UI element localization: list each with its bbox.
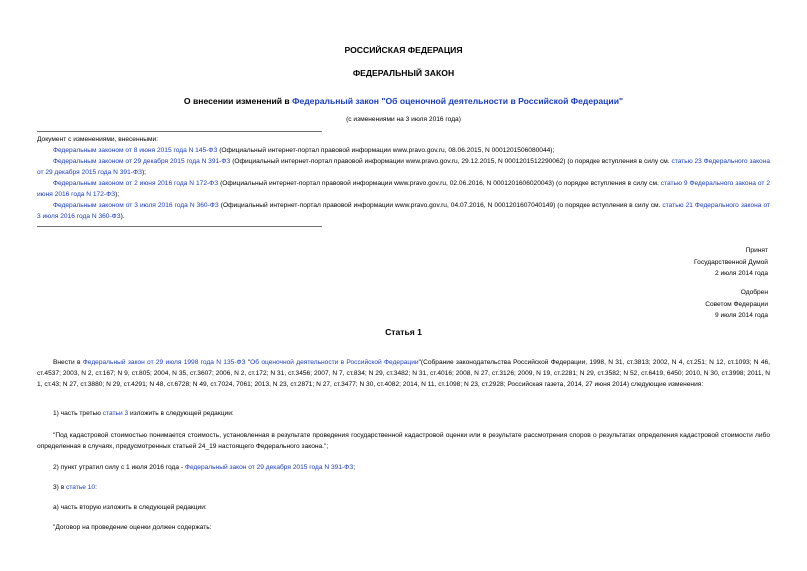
change-link[interactable]: Федеральным законом от 29 декабря 2015 года N 391-ФЗ — [53, 158, 231, 165]
law-title-prefix: О внесении изменений в — [183, 96, 293, 106]
council-approval — [705, 287, 768, 322]
p4-law-link[interactable]: Федеральный закон от 29 декабря 2015 года N 391-ФЗ — [184, 464, 354, 471]
change-tail: ); — [141, 169, 146, 176]
approved-date: 9 июля 2014 года — [714, 312, 768, 319]
change-article-link[interactable]: статью 21 Федерального закона от 3 июля 2016 года N 360-ФЗ — [37, 202, 770, 220]
change-article-link[interactable]: статью 9 Федерального закона от 2 июня 2016 года N 172-ФЗ — [37, 180, 770, 198]
p1-mid: " — [245, 359, 251, 366]
change-text: (Официальный интернет-портал правовой информации www.pravo.gov.ru, 08.06.2015, N 0001201506080044); — [217, 147, 555, 154]
p6-text: а) часть вторую изложить в следующей редакции: — [53, 504, 207, 511]
p1-title-link[interactable]: Об оценочной деятельности в Российской Федерации — [250, 359, 419, 366]
law-title-link[interactable]: Федеральный закон "Об оценочной деятельности в Российской Федерации" — [292, 96, 624, 106]
change-link[interactable]: Федеральным законом от 3 июля 2016 года N 360-ФЗ — [53, 202, 219, 209]
p4-prefix: 2) пункт утратил силу с 1 июля 2016 года - — [53, 464, 185, 471]
p5-rest: : — [95, 484, 97, 491]
p2-article-link[interactable]: статьи 3 — [102, 410, 129, 417]
council-label: Советом Федерации — [705, 300, 768, 308]
law-subtitle: (с изменениями на 3 июля 2016 года) — [346, 116, 461, 123]
change-link[interactable]: Федеральным законом от 2 июня 2016 года N 172-ФЗ — [53, 180, 219, 187]
duma-label: Государственной Думой — [694, 258, 768, 266]
p2-prefix: 1) часть третью — [53, 410, 103, 417]
change-tail: ); — [115, 191, 120, 198]
article-paragraph-7 — [37, 522, 770, 533]
changes-block — [37, 134, 770, 222]
article-paragraph-2 — [37, 408, 770, 419]
p1-law-link[interactable]: Федеральный закон от 29 июля 1998 года N 135-ФЗ — [82, 359, 246, 366]
accepted-label: Принят — [745, 247, 768, 254]
change-link[interactable]: Федеральным законом от 8 июня 2015 года N 145-ФЗ — [53, 147, 218, 154]
p4-rest: ; — [353, 464, 356, 471]
accepted-date: 2 июля 2014 года — [714, 270, 768, 277]
p3-text: "Под кадастровой стоимостью понимается стоимость, установленная в результате проведения государственной кадастровой оценки или в результате рассмотрения споров о результатах определения кадастровой стоимости либо определенная в случаях, предусмотренных статьей 24_19 настоящего Федерального закона."; — [37, 432, 770, 450]
divider-bottom — [37, 226, 322, 227]
article-paragraph-4 — [37, 462, 770, 473]
article-paragraph-3 — [37, 430, 770, 452]
article-paragraph-5 — [37, 482, 770, 493]
p1-prefix: Внести в — [53, 359, 83, 366]
p5-article-link[interactable]: статье 10 — [66, 484, 96, 491]
article-paragraph-6 — [37, 502, 770, 513]
p5-prefix: 3) в — [53, 484, 67, 491]
duma-adoption — [694, 245, 768, 280]
article-paragraph-1 — [37, 357, 770, 390]
change-item — [37, 145, 770, 156]
law-title — [0, 96, 807, 106]
changes-intro: Документ с изменениями, внесенными: — [37, 136, 159, 143]
law-type-heading: ФЕДЕРАЛЬНЫЙ ЗАКОН — [352, 68, 455, 78]
divider-top — [37, 131, 322, 132]
p7-text: "Договор на проведение оценки должен содержать: — [53, 524, 212, 531]
change-item — [37, 200, 770, 222]
change-text: (Официальный интернет-портал правовой информации www.pravo.gov.ru, 02.06.2016, N 0001201606020043) (о порядке вступления в силу см. — [218, 180, 661, 187]
article-title: Статья 1 — [385, 327, 422, 337]
change-text: (Официальный интернет-портал правовой информации www.pravo.gov.ru, 29.12.2015, N 0001201512290062) (о порядке вступления в силу см. — [230, 158, 672, 165]
change-article-link[interactable]: статью 23 Федерального закона от 29 декабря 2015 года N 391-ФЗ — [37, 158, 771, 176]
p1-rest: "(Собрание законодательства Российской Федерации, 1998, N 31, ст.3813; 2002, N 4, ст.251; N 12, ст.1093; N 46, ст.4537; 2003, N 2, ст.167; N 9, ст.805; 2004, N 35, ст.3607; 2006, N 2, ст.172; N 31, ст.3456; 2007, N 7, ст.834; N 29, ст.3482; N 31, ст.4016; 2008, N 27, ст.3126; 2009, N 19, ст.2281; N 29, ст.3582; N 52, ст.6419, 6450; 2010, N 30, ст.3998; 2011, N 1, ст.43; N 27, ст.3880; N 29, ст.4291; N 48, ст.6728; N 49, ст.7024, 7061; 2013, N 23, ст.2871; N 27, ст.3477; N 30, ст.4082; 2014, N 11, ст.1098; N 23, ст.2928; Российская газета, 2014, 27 июня 2014) следующие изменения: — [37, 359, 771, 388]
approved-label: Одобрен — [740, 289, 768, 296]
p2-rest: изложить в следующей редакции: — [128, 410, 234, 417]
change-text: (Официальный интернет-портал правовой информации www.pravo.gov.ru, 04.07.2016, N 0001201607040149) (о порядке вступления в силу см. — [218, 202, 663, 209]
change-item — [37, 178, 770, 200]
change-tail: ). — [120, 213, 125, 220]
country-heading: РОССИЙСКАЯ ФЕДЕРАЦИЯ — [344, 45, 463, 55]
change-item — [37, 156, 770, 178]
